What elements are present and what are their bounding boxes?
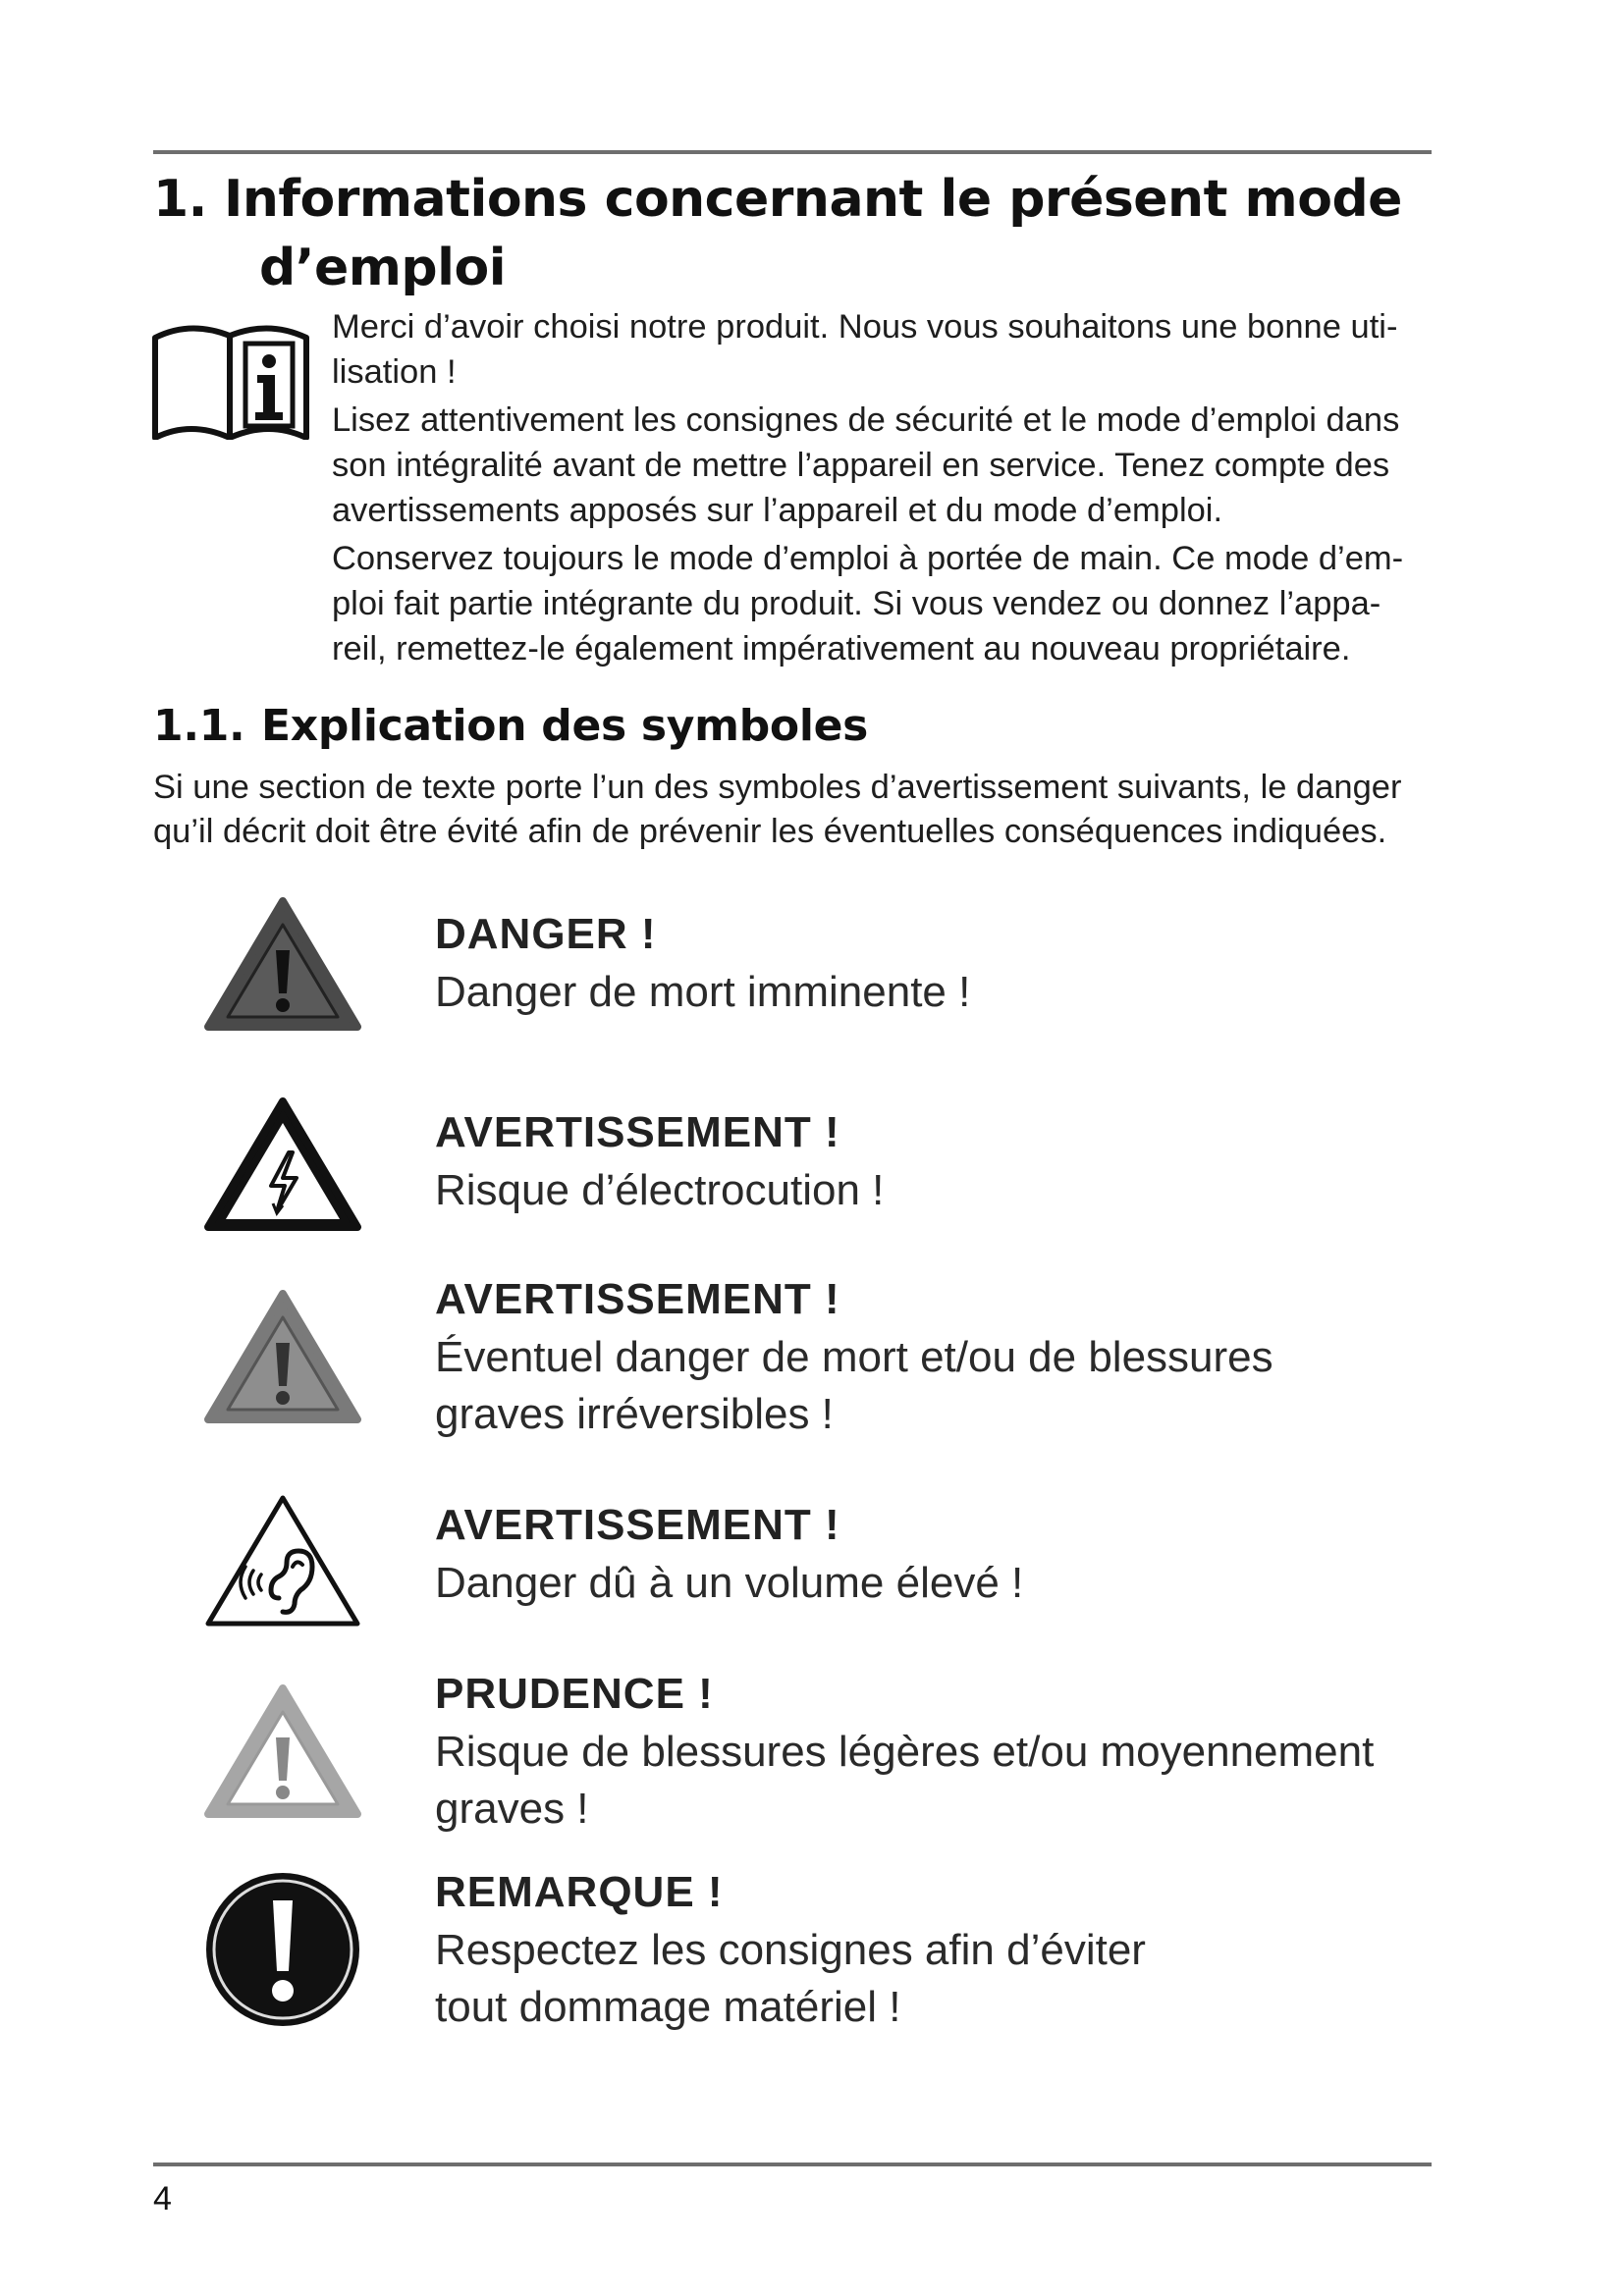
caution-triangle-icon (202, 1682, 363, 1822)
intro-text (332, 304, 1434, 674)
symbol-entry (435, 905, 1436, 1021)
note-exclamation-circle-icon (202, 1869, 363, 2030)
symbol-title: AVERTISSEMENT ! (435, 1501, 840, 1549)
symbol-entry (435, 1270, 1436, 1443)
symbol-entry (435, 1496, 1436, 1612)
symbol-title: REMARQUE ! (435, 1868, 724, 1916)
subsection-number: 1.1. (153, 701, 245, 751)
symbol-description: Éventuel danger de mort et/ou de blessures graves irréversibles ! (435, 1333, 1273, 1438)
danger-warning-triangle-icon (202, 895, 363, 1035)
subsection-lead: Si une section de texte porte l’un des symboles d’avertissement suivants, le danger qu’il décrit doit être évité afin de prévenir les éventuelles conséquences indiquées. (153, 769, 1402, 850)
section-title-line1: Informations concernant le présent mode (224, 170, 1402, 229)
intro-paragraph: Merci d’avoir choisi notre produit. Nous vous souhaitons une bonne uti-lisation ! (332, 308, 1398, 391)
symbol-description: Risque de blessures légères et/ou moyennement graves ! (435, 1728, 1375, 1833)
section-heading (153, 165, 1430, 302)
bottom-rule (153, 2163, 1432, 2166)
symbol-entry (435, 1665, 1436, 1838)
symbol-description: Risque d’électrocution ! (435, 1166, 885, 1214)
symbol-description: Respectez les consignes afin d’éviter tout dommage matériel ! (435, 1926, 1146, 2031)
intro-paragraph: Conservez toujours le mode d’emploi à portée de main. Ce mode d’em-ploi fait partie intégrante du produit. Si vous vendez ou donnez l’appa-reil, remettez-le également impérativement au nouveau propriétaire. (332, 540, 1404, 667)
intro-paragraph: Lisez attentivement les consignes de sécurité et le mode d’emploi dans son intégralité avant de mettre l’appareil en service. Tenez compte des avertissements apposés sur l’appareil et du mode d’emploi. (332, 401, 1400, 529)
page-number: 4 (153, 2180, 172, 2217)
subsection-title: Explication des symboles (261, 701, 869, 751)
symbol-entry (435, 1863, 1436, 2036)
warning-triangle-icon (202, 1288, 363, 1427)
section-title-line2: d’emploi (259, 239, 507, 297)
symbol-title: DANGER ! (435, 910, 657, 958)
section-number: 1. (153, 170, 207, 229)
high-volume-ear-icon (202, 1490, 363, 1629)
symbol-description: Danger de mort imminente ! (435, 968, 971, 1016)
symbol-title: AVERTISSEMENT ! (435, 1108, 840, 1156)
symbol-entry (435, 1103, 1436, 1219)
symbol-title: PRUDENCE ! (435, 1670, 714, 1718)
top-rule (153, 150, 1432, 154)
subsection-heading (153, 697, 1430, 756)
symbol-description: Danger dû à un volume élevé ! (435, 1559, 1024, 1607)
symbol-title: AVERTISSEMENT ! (435, 1275, 840, 1323)
info-book-icon (151, 318, 310, 440)
electric-shock-triangle-icon (202, 1095, 363, 1235)
